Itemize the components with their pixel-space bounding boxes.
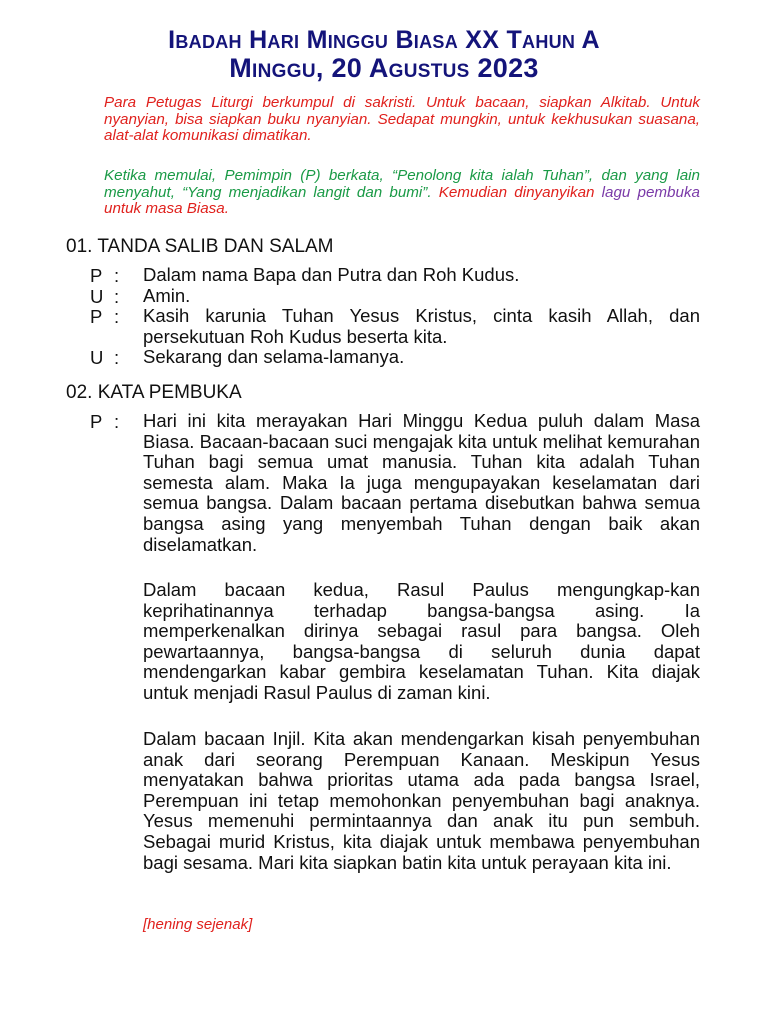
speaker-colon: :	[114, 265, 120, 286]
speaker-label: U	[90, 347, 104, 368]
page-title: Ibadah Hari Minggu Biasa XX Tahun A	[168, 26, 600, 54]
speaker-colon: :	[114, 411, 120, 432]
page-date: Minggu, 20 Agustus 2023	[229, 53, 539, 83]
dialogue-text: Dalam nama Bapa dan Putra dan Roh Kudus.	[143, 264, 520, 285]
dialogue-text: Amin.	[143, 285, 191, 306]
rubric-opening-song: lagu pembuka	[601, 183, 700, 201]
section-heading-sign-of-cross: 01. TANDA SALIB DAN SALAM	[66, 236, 334, 257]
rubric-opening-red: Kemudian dinyanyikan	[438, 183, 595, 201]
speaker-label: U	[90, 286, 104, 307]
speaker-label: P	[90, 265, 103, 286]
rubric-opening	[104, 168, 700, 218]
silence-note: [hening sejenak]	[143, 916, 253, 933]
rubric-intro: Para Petugas Liturgi berkumpul di sakristi. Untuk bacaan, siapkan Alkitab. Untuk nyanyian, bisa siapkan buku nyanyian. Sedapat mungkin, untuk kekhusukan suasana, alat-alat komunikasi dimatikan.	[104, 94, 700, 144]
section-heading-opening-words: 02. KATA PEMBUKA	[66, 382, 242, 403]
speaker-colon: :	[114, 286, 120, 307]
speaker-label: P	[90, 411, 103, 432]
dialogue-text: Sekarang dan selama-lamanya.	[143, 346, 405, 367]
rubric-opening-red-end: untuk masa Biasa.	[104, 200, 229, 217]
opening-paragraph-1: Hari ini kita merayakan Hari Minggu Kedua puluh dalam Masa Biasa. Bacaan-bacaan suci mengajak kita untuk melihat kemurahan Tuhan bagi semua umat manusia. Tuhan kita adalah Tuhan semesta alam. Maka Ia juga mengupayakan keselamatan dari semua bangsa. Dalam bacaan pertama disebutkan bahwa semua bangsa asing yang menyembah Tuhan dengan baik akan diselamatkan.	[143, 410, 700, 555]
speaker-colon: :	[114, 306, 120, 327]
dialogue-text: Kasih karunia Tuhan Yesus Kristus, cinta kasih Allah, dan persekutuan Roh Kudus beserta kita.	[143, 305, 700, 347]
opening-paragraph-2: Dalam bacaan kedua, Rasul Paulus mengungkap-kan keprihatinannya terhadap bangsa-bangsa asing. Ia memperkenalkan dirinya sebagai rasul para bangsa. Oleh pewartaannya, bangsa-bangsa di seluruh dunia dapat mendengarkan kabar gembira keselamatan Tuhan. Kita diajak untuk menjadi Rasul Paulus di zaman kini.	[143, 579, 700, 703]
opening-paragraph-3: Dalam bacaan Injil. Kita akan mendengarkan kisah penyembuhan anak dari seorang Perempuan Kanaan. Meskipun Yesus menyatakan bahwa prioritas utama ada pada bangsa Israel, Perempuan ini tetap memohonkan penyembuhan bagi anaknya. Yesus memenuhi permintaannya dan anak itu pun sembuh. Sebagai murid Kristus, kita diajak untuk membawa penyembuhan bagi sesama. Mari kita siapkan batin kita untuk perayaan kita ini.	[143, 728, 700, 873]
speaker-label: P	[90, 306, 103, 327]
speaker-colon: :	[114, 347, 120, 368]
rubric-opening-text: Ketika memulai, Pemimpin (P) berkata, “Penolong kita ialah Tuhan”, dan yang lain menyahut, “Yang menjadikan langit dan bumi”.	[104, 167, 700, 201]
